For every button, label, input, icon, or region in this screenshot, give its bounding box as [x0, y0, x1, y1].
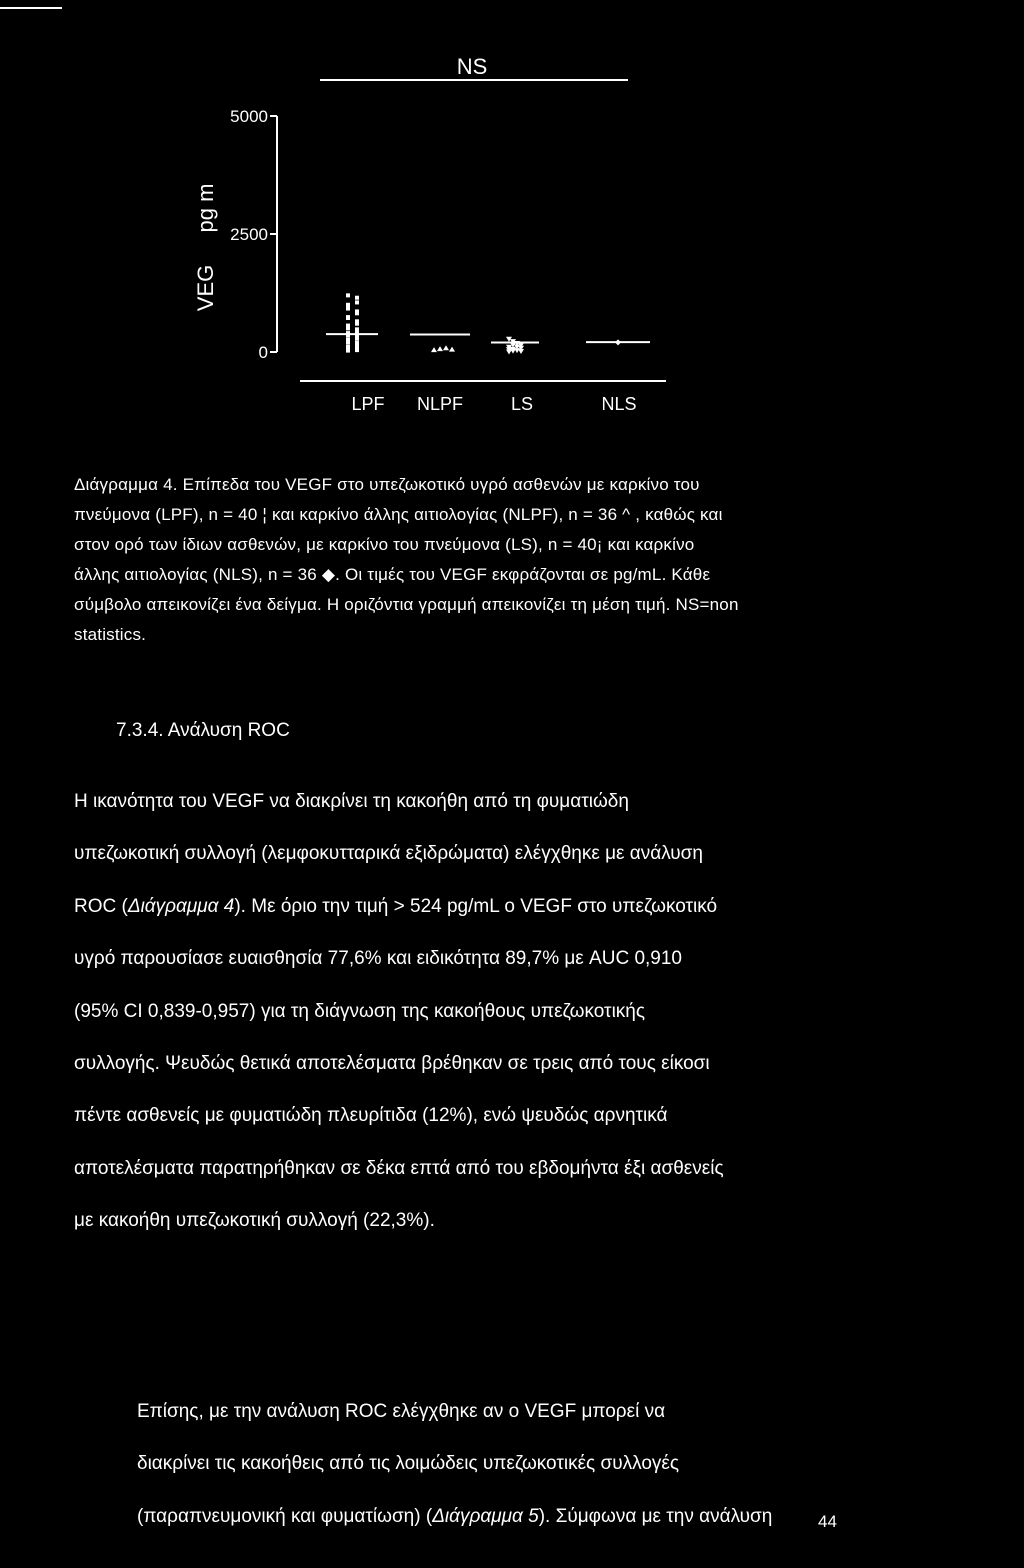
caption-line: άλλης αιτιολογίας (NLS), n = 36 ◆. Οι τιμές του VEGF εκφράζονται σε pg/mL. Κάθε: [74, 565, 711, 584]
section-heading: 7.3.4. Ανάλυση ROC: [116, 720, 290, 741]
data-point-lpf: [346, 346, 350, 350]
paragraph-line: υπεζωκοτική συλλογή (λεμφοκυτταρικά εξιδρώματα) ελέγχθηκε με ανάλυση: [74, 843, 703, 865]
data-point-lpf: [346, 340, 350, 344]
data-point-lpf: [346, 333, 350, 337]
paragraph-line: (95% CI 0,839-0,957) για τη διάγνωση της κακοήθους υπεζωκοτικής: [74, 1000, 646, 1022]
x-category-label: LS: [510, 394, 534, 414]
x-category-label: NLS: [601, 394, 637, 414]
chart-marks: [326, 293, 650, 354]
vegf-scatter-chart: [0, 0, 1024, 440]
x-category-label: NLPF: [416, 394, 464, 414]
data-point-lpf: [346, 293, 350, 297]
data-point-nlpf: [443, 345, 449, 350]
y-axis-label-part2: pg m: [193, 183, 218, 233]
paragraph-line: με κακοήθη υπεζωκοτική συλλογή (22,3%).: [74, 1210, 435, 1232]
y-tick-label: 0: [258, 343, 268, 362]
paragraph-roc-1: [74, 776, 940, 1248]
significance-label: NS: [456, 54, 488, 79]
data-point-lpf: [355, 343, 359, 347]
data-point-lpf: [355, 337, 359, 341]
text-run: ). Σύμφωνα με την ανάλυση: [538, 1505, 773, 1527]
y-axis-label-part1: VEG: [193, 264, 218, 312]
text-run: ROC (: [74, 895, 128, 917]
text-run: (παραπνευμονική και φυματίωση) (: [137, 1505, 433, 1527]
figure-caption: [74, 470, 954, 650]
paragraph-line: διακρίνει τις κακοήθεις από τις λοιμώδεις υπεζωκοτικές συλλογές: [137, 1453, 680, 1475]
caption-line: σύμβολο απεικονίζει ένα δείγμα. Η οριζόντια γραμμή απεικονίζει τη μέση τιμή. NS=non: [74, 595, 739, 614]
figure-reference: Διάγραμμα 5: [432, 1505, 539, 1527]
data-point-lpf: [346, 326, 350, 330]
text-run: ). Με όριο την τιμή > 524 pg/mL ο VEGF στο υπεζωκοτικό: [234, 895, 718, 917]
paragraph-line: [74, 1491, 940, 1543]
data-point-lpf: [355, 296, 359, 300]
data-point-nlpf: [431, 347, 437, 352]
y-tick-label: 5000: [230, 107, 268, 126]
data-point-lpf: [355, 348, 359, 352]
data-point-lpf: [355, 330, 359, 334]
paragraph-line: υγρό παρουσίασε ευαισθησία 77,6% και ειδικότητα 89,7% με AUC 0,910: [74, 948, 682, 970]
data-point-lpf: [355, 322, 359, 326]
data-point-nlpf: [437, 346, 443, 351]
caption-line: statistics.: [74, 625, 147, 644]
caption-line: στον ορό των ίδιων ασθενών, με καρκίνο του πνεύμονα (LS), n = 40¡ και καρκίνο: [74, 535, 695, 554]
paragraph-line: πέντε ασθενείς με φυματιώδη πλευρίτιδα (12%), ενώ ψευδώς αρνητικά: [74, 1105, 668, 1127]
data-point-nls: [615, 339, 621, 345]
paragraph-line: Η ικανότητα του VEGF να διακρίνει τη κακοήθη από τη φυματιώδη: [74, 791, 629, 812]
data-point-lpf: [355, 309, 359, 313]
caption-line: Διάγραμμα 4. Επίπεδα του VEGF στο υπεζωκοτικό υγρό ασθενών με καρκίνο του: [74, 475, 700, 494]
data-point-lpf: [346, 303, 350, 307]
paragraph-line: συλλογής. Ψευδώς θετικά αποτελέσματα βρέθηκαν σε τρεις από τους είκοσι: [74, 1053, 710, 1075]
x-category-label: LPF: [351, 394, 385, 414]
paragraph-line: [74, 881, 940, 933]
data-point-lpf: [346, 316, 350, 320]
paragraph-roc-2: [74, 1386, 940, 1543]
page-number: 44: [818, 1512, 837, 1531]
data-point-nlpf: [449, 347, 455, 352]
paragraph-line: αποτελέσματα παρατηρήθηκαν σε δέκα επτά από του εβδομήντα έξι ασθενείς: [74, 1157, 724, 1179]
figure-reference: Διάγραμμα 4: [127, 895, 235, 917]
paragraph-line: Επίσης, με την ανάλυση ROC ελέγχθηκε αν ο VEGF μπορεί να: [137, 1401, 666, 1422]
y-tick-label: 2500: [230, 225, 268, 244]
data-point-lpf: [346, 307, 350, 311]
data-point-lpf: [355, 300, 359, 304]
caption-line: πνεύμονα (LPF), n = 40 ¦ και καρκίνο άλλης αιτιολογίας (NLPF), n = 36 ^ , καθώς και: [74, 505, 723, 524]
